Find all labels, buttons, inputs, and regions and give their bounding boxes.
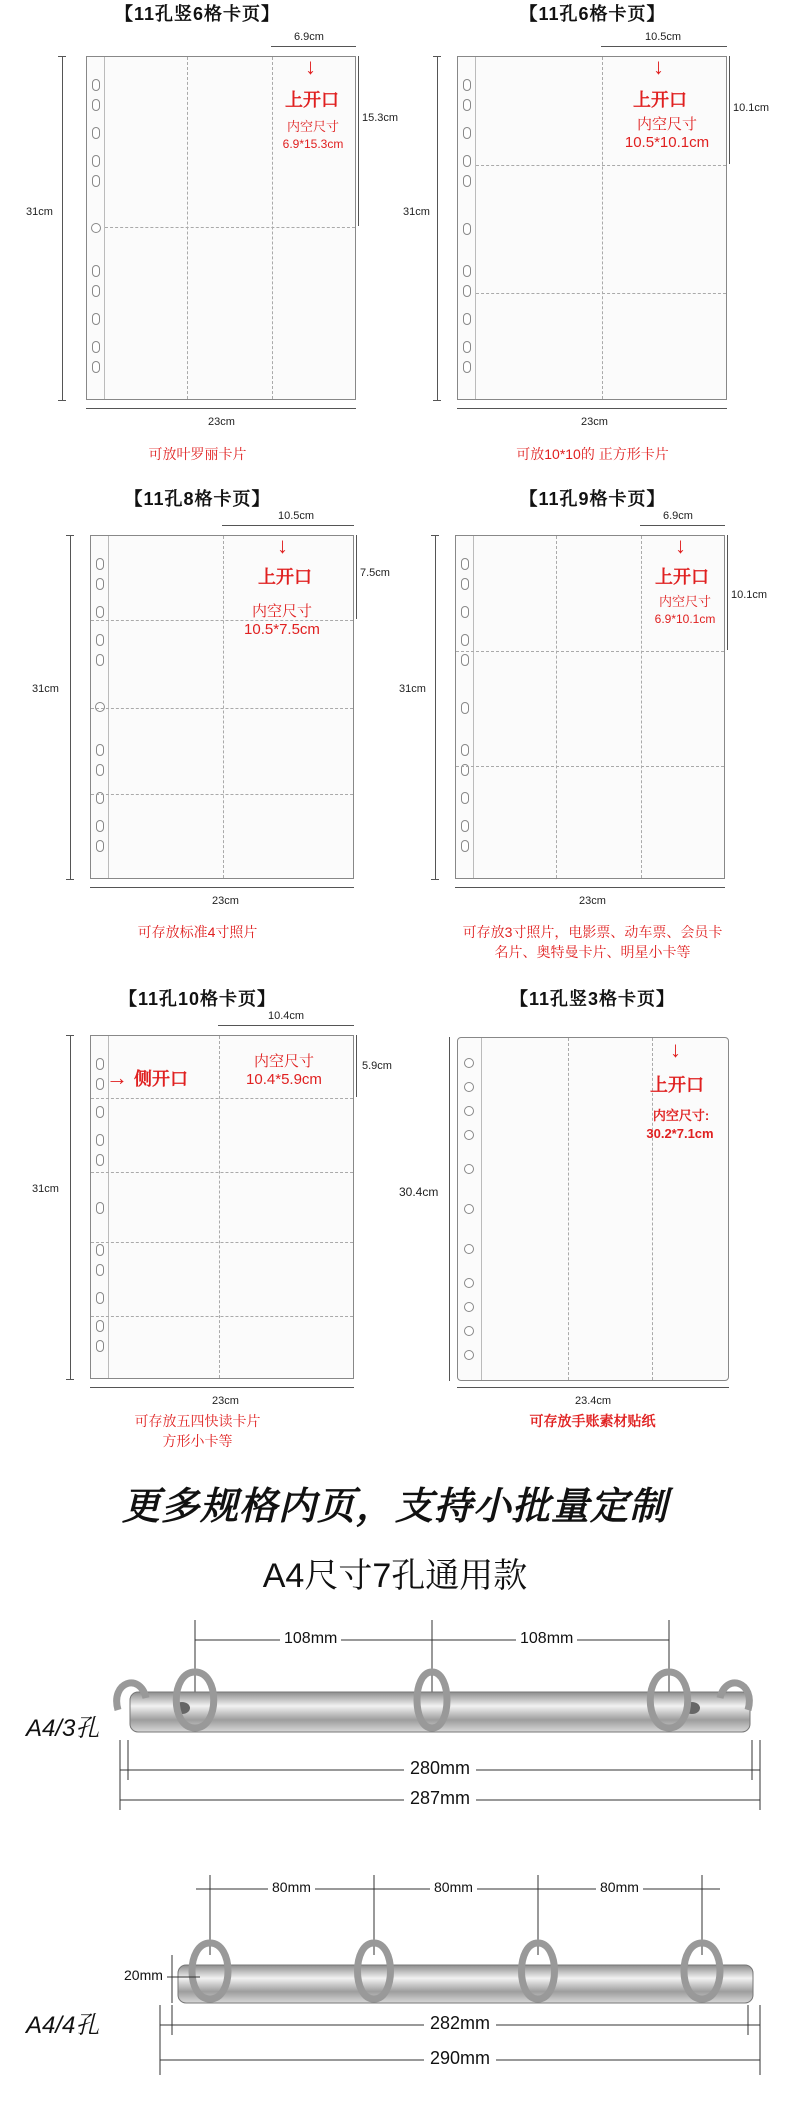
cell-width-label: 6.9cm [663, 510, 693, 522]
opening-label: 上开口 [258, 567, 312, 587]
hole [463, 79, 471, 91]
hole [95, 702, 105, 712]
hole [461, 634, 469, 646]
hole [92, 285, 100, 297]
width-label: 23cm [581, 416, 608, 428]
width-label: 23.4cm [575, 1395, 612, 1407]
section-subtitle: A4尺寸7孔通用款 [262, 1557, 528, 1595]
binder-3-ring [0, 1610, 790, 1830]
cell-divider [187, 57, 188, 399]
cell-width-dim-line [640, 525, 725, 526]
cell-height-label: 5.9cm [362, 1060, 392, 1072]
cell-height-dim-line [729, 56, 730, 164]
height-label: 31cm [26, 206, 53, 218]
cell-height-label: 7.5cm [360, 567, 390, 579]
hole [96, 578, 104, 590]
hole [96, 1078, 104, 1090]
cell-width-dim-line [601, 46, 727, 47]
outer-length-label: 287mm [404, 1788, 476, 1809]
hole [96, 1320, 104, 1332]
hole [96, 1340, 104, 1352]
panel-caption-line2: 方形小卡等 [162, 1433, 233, 1449]
hole [96, 654, 104, 666]
dim-tick [66, 879, 74, 880]
opening-label: 上开口 [633, 90, 687, 110]
width-label: 23cm [579, 895, 606, 907]
panel-title: 【11孔竖3格卡页】 [509, 989, 676, 1009]
hole [461, 744, 469, 756]
hole [92, 175, 100, 187]
hole [96, 606, 104, 618]
dim-tick [433, 56, 441, 57]
width-dim-line [90, 887, 354, 888]
hole [464, 1278, 474, 1288]
hole [461, 702, 469, 714]
hole [96, 764, 104, 776]
width-label: 23cm [212, 1395, 239, 1407]
inner-size-title: 内空尺寸 [251, 603, 312, 620]
bar-height-label: 20mm [120, 1967, 167, 1983]
binder-4-label: A4/4孔 [26, 2012, 100, 2039]
inner-size-title: 内空尺寸 [253, 1053, 314, 1070]
height-label: 31cm [403, 206, 430, 218]
height-dim-line [70, 1035, 71, 1379]
cell-divider [219, 1036, 220, 1378]
hole [464, 1058, 474, 1068]
hole [96, 744, 104, 756]
hole [464, 1130, 474, 1140]
panel-caption-line2: 名片、奥特曼卡片、明星小卡等 [494, 944, 691, 960]
width-dim-line [455, 887, 725, 888]
inner-size-value: 10.4*5.9cm [246, 1071, 322, 1088]
inner-length-label: 282mm [424, 2013, 496, 2034]
opening-label: 侧开口 [134, 1069, 188, 1089]
dim-tick [431, 879, 439, 880]
hole [464, 1106, 474, 1116]
width-label: 23cm [212, 895, 239, 907]
height-dim-line [62, 56, 63, 400]
dim-tick [431, 535, 439, 536]
opening-label: 上开口 [650, 1075, 704, 1095]
height-label: 31cm [399, 683, 426, 695]
cell-height-dim-line [358, 56, 359, 226]
ring-gap-label: 80mm [596, 1879, 643, 1895]
arrow-down-icon: ↓ [675, 533, 686, 558]
hole [463, 155, 471, 167]
cell-width-label: 6.9cm [294, 31, 324, 43]
width-dim-line [457, 1387, 729, 1388]
hole [96, 1134, 104, 1146]
panel-caption: 可放10*10的 正方形卡片 [516, 446, 669, 462]
cell-divider [556, 536, 557, 878]
cell-width-label: 10.5cm [645, 31, 682, 43]
cell-divider [91, 794, 353, 795]
panel-title: 【11孔9格卡页】 [519, 489, 666, 509]
hole [463, 175, 471, 187]
hole [96, 1244, 104, 1256]
dim-tick [58, 400, 66, 401]
cell-height-dim-line [727, 535, 728, 650]
hole [92, 99, 100, 111]
panel-title: 【11孔竖6格卡页】 [114, 4, 281, 24]
inner-length-label: 280mm [404, 1758, 476, 1779]
height-dim-line [437, 56, 438, 400]
height-dim-line [435, 535, 436, 879]
arrow-down-icon: ↓ [305, 54, 316, 79]
height-label: 30.4cm [399, 1185, 439, 1199]
cell-divider [91, 1316, 353, 1317]
hole [461, 578, 469, 590]
hole [96, 1264, 104, 1276]
hole [92, 341, 100, 353]
hole [461, 840, 469, 852]
hole [92, 127, 100, 139]
hole [464, 1244, 474, 1254]
dim-tick [66, 1035, 74, 1036]
inner-size-value: 10.5*7.5cm [244, 621, 320, 638]
hole [96, 634, 104, 646]
hole [92, 313, 100, 325]
cell-divider [91, 1098, 353, 1099]
binder-3-ring-drawing [0, 1610, 790, 1830]
hole [463, 127, 471, 139]
cell-divider [105, 227, 355, 228]
outer-length-label: 290mm [424, 2048, 496, 2069]
opening-label: 上开口 [655, 567, 709, 587]
cell-divider [456, 766, 724, 767]
ring-gap-label: 80mm [268, 1879, 315, 1895]
hole [463, 223, 471, 235]
hole-strip [91, 536, 109, 878]
hole-strip [458, 1038, 482, 1380]
cell-width-label: 10.4cm [268, 1010, 305, 1022]
hole [96, 1106, 104, 1118]
binder-4-ring [0, 1855, 790, 2095]
ring-gap-label: 80mm [430, 1879, 477, 1895]
hole [464, 1082, 474, 1092]
hole [464, 1302, 474, 1312]
inner-size-value: 30.2*7.1cm [646, 1126, 714, 1141]
cell-divider [91, 1242, 353, 1243]
inner-size-title: 内空尺寸: [652, 1108, 710, 1123]
cell-divider [91, 1172, 353, 1173]
cell-divider [456, 651, 724, 652]
panel-10-grid [0, 985, 395, 1475]
hole [96, 1202, 104, 1214]
binder-3-label: A4/3孔 [26, 1715, 100, 1742]
hole [463, 313, 471, 325]
dim-tick [433, 400, 441, 401]
hole [96, 820, 104, 832]
cell-divider [91, 708, 353, 709]
height-dim-line [449, 1037, 450, 1381]
arrow-down-icon: ↓ [653, 54, 664, 79]
panel-title: 【11孔6格卡页】 [519, 4, 666, 24]
panel-caption: 可放叶罗丽卡片 [148, 446, 247, 462]
hole [463, 285, 471, 297]
hole [464, 1326, 474, 1336]
dim-tick [66, 535, 74, 536]
hole [464, 1350, 474, 1360]
hole [461, 820, 469, 832]
hole [91, 223, 101, 233]
hole [463, 341, 471, 353]
hole [463, 361, 471, 373]
hole-strip [87, 57, 105, 399]
hole [461, 558, 469, 570]
width-dim-line [457, 408, 727, 409]
hole [463, 99, 471, 111]
ring-gap-label: 108mm [280, 1630, 341, 1648]
width-dim-line [90, 1387, 354, 1388]
panel-caption: 可存放五四快读卡片 [134, 1413, 261, 1429]
cell-height-dim-line [356, 535, 357, 619]
arrow-down-icon: ↓ [277, 533, 288, 558]
cell-divider [476, 293, 726, 294]
panel-vertical-6-grid [0, 0, 399, 490]
panel-title: 【11孔10格卡页】 [118, 989, 277, 1009]
dim-tick [58, 56, 66, 57]
panel-vertical-3-grid [395, 985, 790, 1475]
width-dim-line [86, 408, 356, 409]
cell-divider [568, 1038, 569, 1380]
cell-height-label: 15.3cm [362, 112, 399, 124]
cell-height-dim-line [356, 1035, 357, 1097]
hole [464, 1164, 474, 1174]
hole [92, 79, 100, 91]
arrow-right-icon: → [106, 1065, 128, 1090]
hole [461, 792, 469, 804]
cell-width-dim-line [271, 46, 356, 47]
inner-size-title: 内空尺寸 [286, 119, 339, 134]
inner-size-value: 10.5*10.1cm [624, 134, 710, 151]
cell-divider [223, 536, 224, 878]
ring-gap-label: 108mm [516, 1630, 577, 1648]
height-label: 31cm [32, 683, 59, 695]
cell-divider [602, 57, 603, 399]
hole-strip [456, 536, 474, 878]
hole [96, 840, 104, 852]
arrow-down-icon: ↓ [670, 1037, 681, 1062]
hole [464, 1204, 474, 1214]
panel-caption: 可存放手账素材贴纸 [529, 1413, 656, 1429]
height-dim-line [70, 535, 71, 879]
hole-strip [458, 57, 476, 399]
inner-size-value: 6.9*15.3cm [282, 137, 344, 151]
panel-caption: 可存放3寸照片，电影票、动车票、会员卡 [462, 924, 723, 940]
hole [96, 558, 104, 570]
slogan: 更多规格内页，支持小批量定制 [121, 1486, 668, 1528]
panel-title: 【11孔8格卡页】 [124, 489, 271, 509]
cell-divider [272, 57, 273, 399]
opening-label: 上开口 [285, 90, 339, 110]
hole [96, 1292, 104, 1304]
cell-height-label: 10.1cm [731, 589, 768, 601]
height-label: 31cm [32, 1183, 59, 1195]
width-label: 23cm [208, 416, 235, 428]
panel-9-grid [395, 485, 790, 975]
inner-size-value: 6.9*10.1cm [654, 612, 716, 626]
cell-width-label: 10.5cm [278, 510, 315, 522]
hole [96, 1154, 104, 1166]
cell-divider [476, 165, 726, 166]
sheet [90, 535, 354, 879]
panel-8-grid [0, 485, 395, 975]
panel-6-grid [395, 0, 790, 490]
binder-bar [178, 1965, 753, 2003]
hole [92, 361, 100, 373]
cell-width-dim-line [222, 525, 354, 526]
hole [461, 606, 469, 618]
panel-caption: 可存放标准4寸照片 [137, 924, 258, 940]
cell-width-dim-line [218, 1025, 354, 1026]
inner-size-title: 内空尺寸 [636, 116, 697, 133]
cell-divider [641, 536, 642, 878]
hole [92, 265, 100, 277]
hole [463, 265, 471, 277]
binder-4-ring-drawing [0, 1855, 790, 2095]
dim-tick [66, 1379, 74, 1380]
hole [96, 1058, 104, 1070]
hole [461, 654, 469, 666]
cell-height-label: 10.1cm [733, 102, 770, 114]
hole [92, 155, 100, 167]
inner-size-title: 内空尺寸 [658, 594, 711, 609]
